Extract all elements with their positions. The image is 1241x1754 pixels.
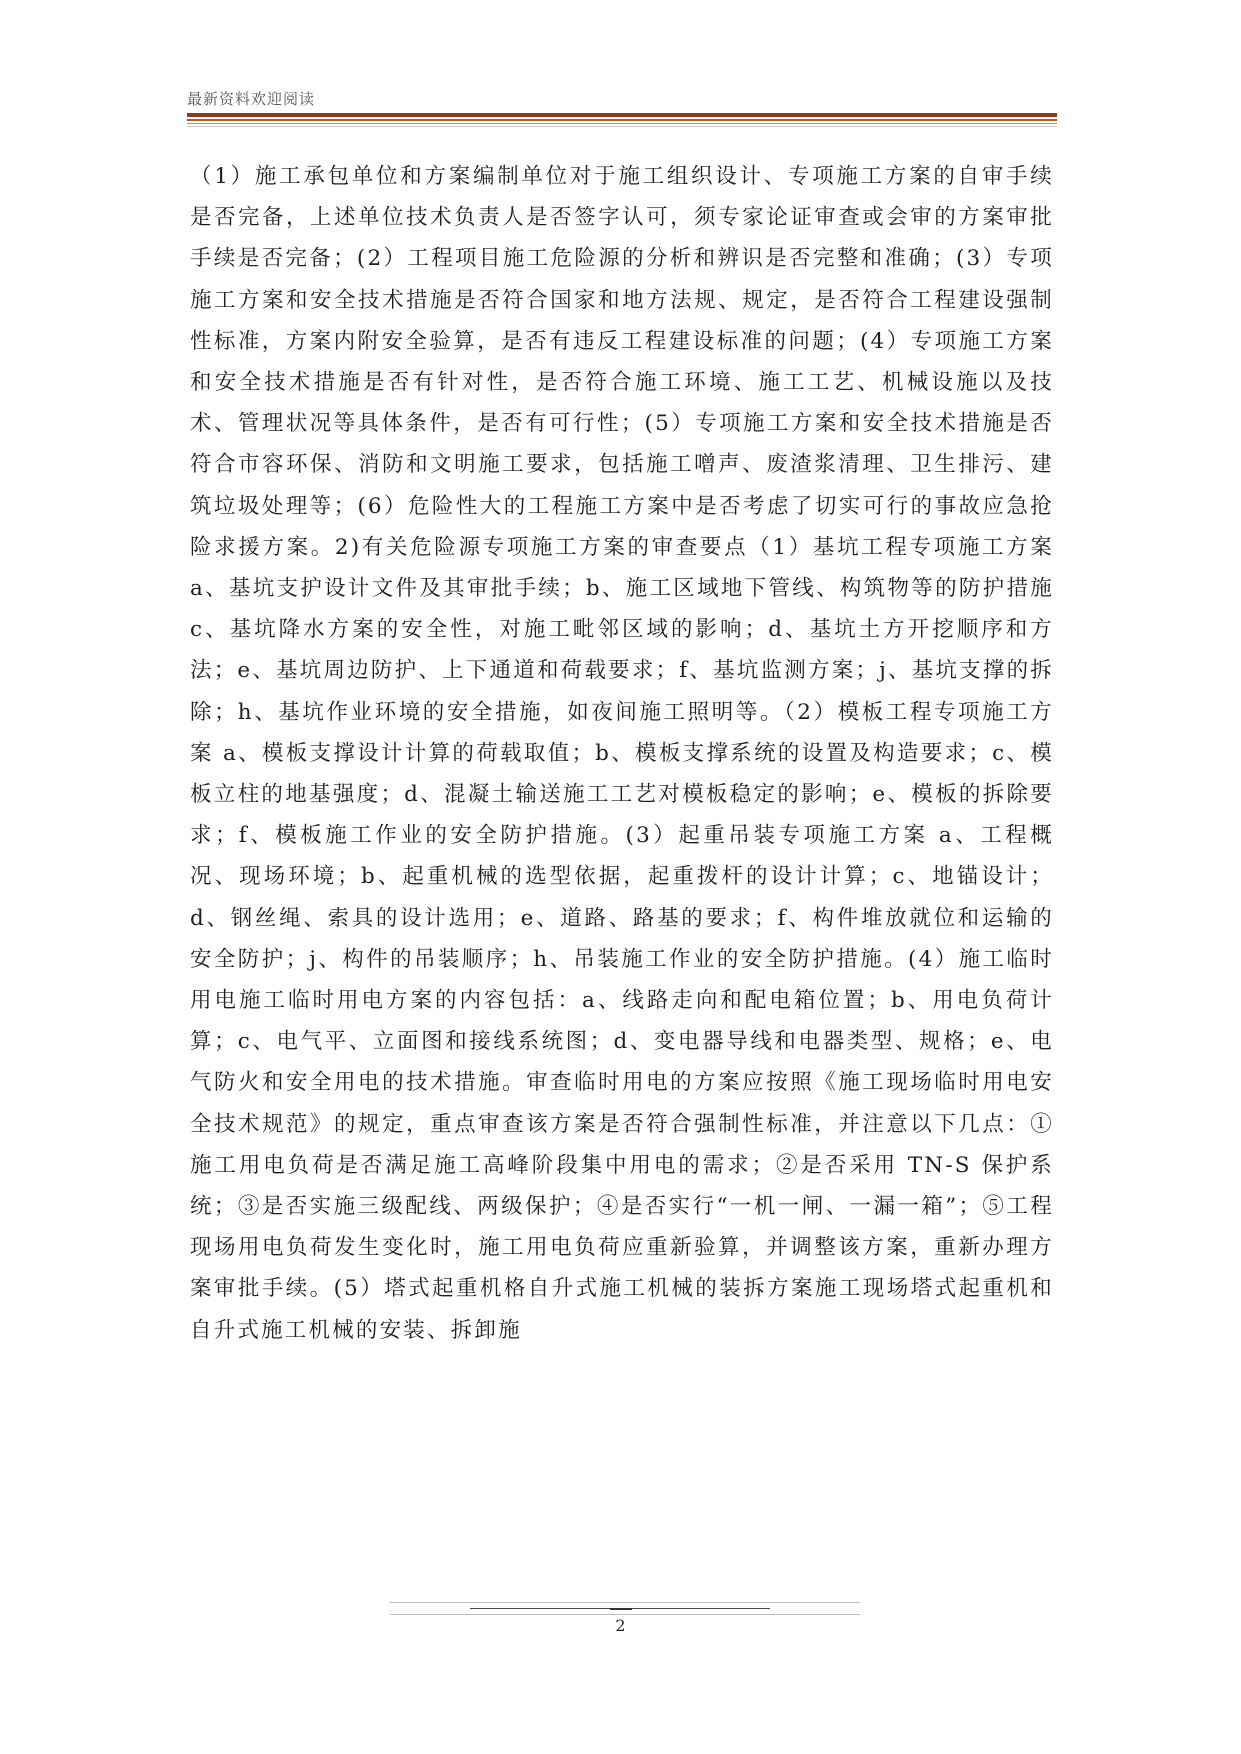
footer-divider-top: [390, 1602, 860, 1603]
header-divider-thin: [187, 123, 1057, 124]
header-divider-medium: [187, 119, 1057, 121]
header-divider-thick: [187, 113, 1057, 117]
header-divider-hairline: [187, 126, 1057, 127]
page-header-title: 最新资料欢迎阅读: [187, 90, 316, 108]
body-paragraph: （1）施工承包单位和方案编制单位对于施工组织设计、专项施工方案的自审手续是否完备，上述单位技术负责人是否签字认可，须专家论证审查或会审的方案审批手续是否完备；(2）工程项目施工危险源的分析和辨识是否完整和准确；(3）专项施工方案和安全技术措施是否符合国家和地方法规、规定，是否符合工程建设强制性标准，方案内附安全验算，是否有违反工程建设标准的问题；(4）专项施工方案和安全技术措施是否有针对性，是否符合施工环境、施工工艺、机械设施以及技术、管理状况等具体条件，是否有可行性；(5）专项施工方案和安全技术措施是否符合市容环保、消防和文明施工要求，包括施工噌声、废渣浆清理、卫生排污、建筑垃圾处理等；(6）危险性大的工程施工方案中是否考虑了切实可行的事故应急抢险求援方案。2)有关危险源专项施工方案的审查要点（1）基坑工程专项施工方案 a、基坑支护设计文件及其审批手续；b、施工区域地下管线、构筑物等的防护措施 c、基坑降水方案的安全性，对施工毗邻区域的影响；d、基坑土方开挖顺序和方法；e、基坑周边防护、上下通道和荷载要求；f、基坑监测方案；j、基坑支撑的拆除；h、基坑作业环境的安全措施，如夜间施工照明等。（2）模板工程专项施工方案 a、模板支撑设计计算的荷载取值；b、模板支撑系统的设置及构造要求；c、模板立柱的地基强度；d、混凝土输送施工工艺对模板稳定的影响；e、模板的拆除要求；f、模板施工作业的安全防护措施。(3）起重吊装专项施工方案 a、工程概况、现场环境；b、起重机械的选型依据，起重拨杆的设计计算；c、地锚设计；d、钢丝绳、索具的设计选用；e、道路、路基的要求；f、构件堆放就位和运输的安全防护；j、构件的吊装顺序；h、吊装施工作业的安全防护措施。(4）施工临时用电施工临时用电方案的内容包括：a、线路走向和配电箱位置；b、用电负荷计算；c、电气平、立面图和接线系统图；d、变电器导线和电器类型、规格；e、电气防火和安全用电的技术措施。审查临时用电的方案应按照《施工现场临时用电安全技术规范》的规定，重点审查该方案是否符合强制性标准，并注意以下几点：①施工用电负荷是否满足施工高峰阶段集中用电的需求；②是否采用 TN-S 保护系统；③是否实施三级配线、两级保护；④是否实行“一机一闸、一漏一箱”；⑤工程现场用电负荷发生变化时，施工用电负荷应重新验算，并调整该方案，重新办理方案审批手续。(5）塔式起重机格自升式施工机械的装拆方案施工现场塔式起重机和自升式施工机械的安装、拆卸施: [190, 164, 1054, 1343]
page-number: 2: [615, 1616, 626, 1635]
footer-ornament: [610, 1608, 632, 1610]
footer-divider-bottom: [390, 1614, 860, 1615]
